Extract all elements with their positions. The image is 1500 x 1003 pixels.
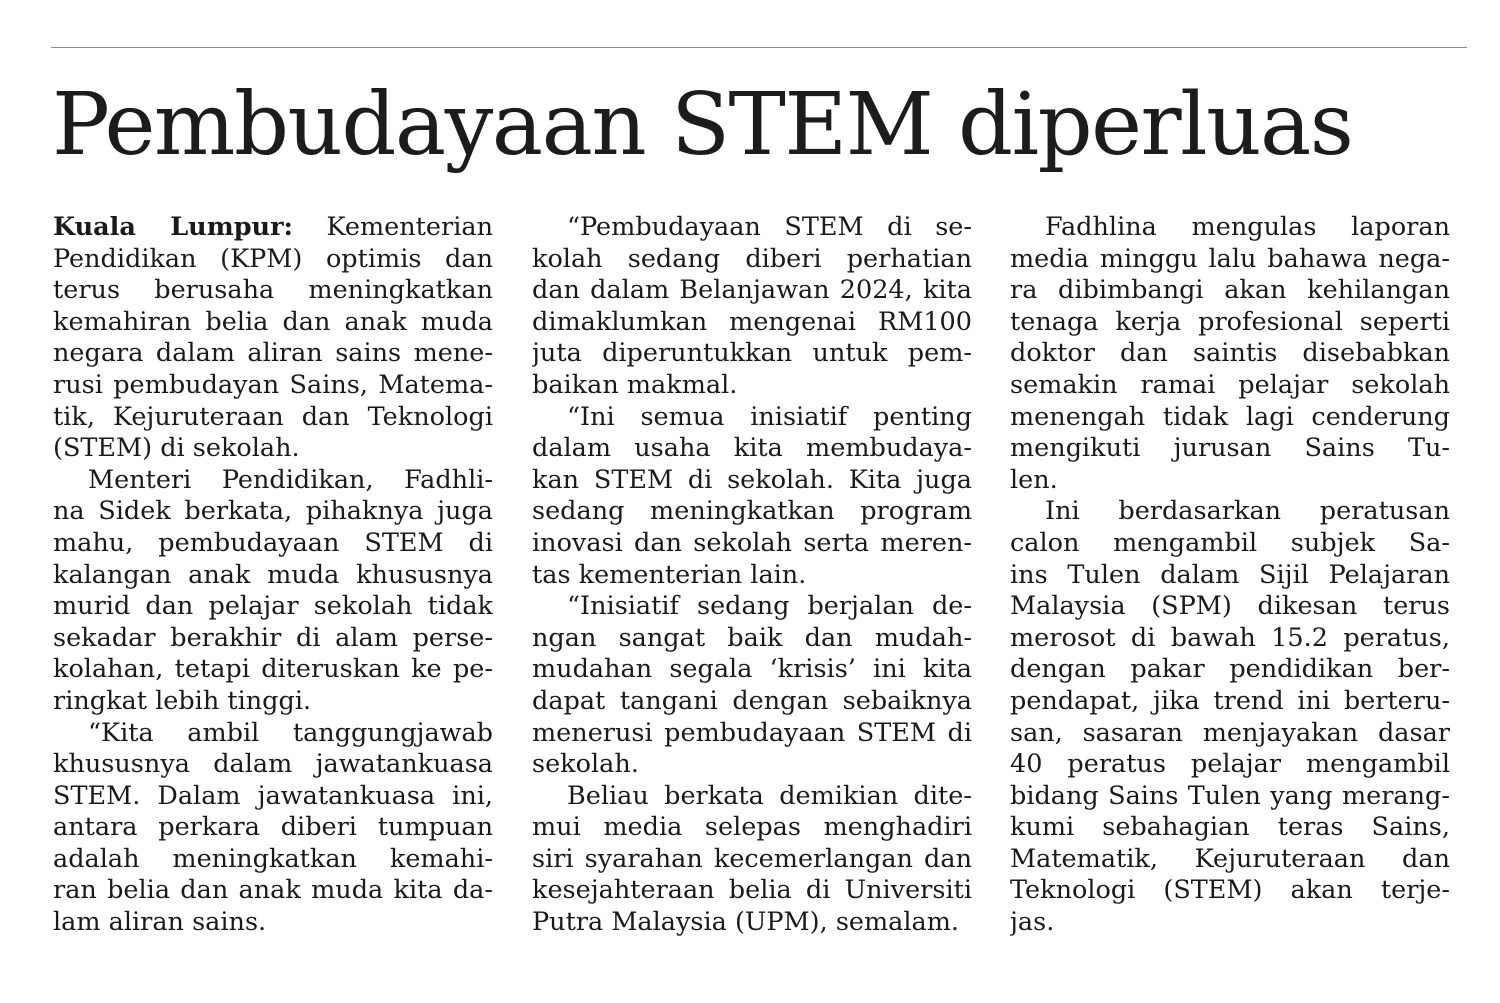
line-text: ins Tulen dalam Sijil Pelajaran <box>1010 559 1450 590</box>
line-text: dimaklumkan mengenai RM100 <box>532 306 972 337</box>
article-line <box>1010 338 1450 370</box>
line-text: Kementerian <box>292 212 493 242</box>
line-text: ngan sangat baik dan mudah- <box>532 622 972 653</box>
line-text: mui media selepas menghadiri <box>532 812 972 843</box>
article-line <box>53 338 493 370</box>
article-line <box>1010 623 1450 655</box>
article-line <box>1010 433 1450 465</box>
article-line <box>53 433 493 465</box>
line-text: Ini berdasarkan peratusan <box>1045 496 1450 527</box>
article-line <box>53 244 493 276</box>
line-text: len. <box>1010 464 1058 495</box>
article-line <box>1010 212 1450 244</box>
line-text: dalam usaha kita membudaya- <box>532 433 972 464</box>
article-line <box>532 528 972 560</box>
line-text: Pendidikan (KPM) optimis dan <box>53 243 493 274</box>
article-line <box>1010 560 1450 592</box>
article-line <box>53 623 493 655</box>
line-text: rusi pembudayan Sains, Matema- <box>53 369 493 400</box>
line-text: “Kita ambil tanggungjawab <box>88 717 493 748</box>
line-text: mengikuti jurusan Sains Tu- <box>1010 433 1450 464</box>
article-line <box>1010 402 1450 434</box>
line-text: menerusi pembudayaan STEM di <box>532 717 972 748</box>
article-line <box>532 560 972 592</box>
line-text: “Pembudayaan STEM di se- <box>567 212 972 242</box>
line-text: Fadhlina mengulas laporan <box>1045 212 1450 242</box>
article-line <box>53 907 493 939</box>
article-line <box>532 781 972 813</box>
line-text: Teknologi (STEM) akan terje- <box>1010 875 1450 906</box>
article-line <box>53 212 493 244</box>
line-text: khususnya dalam jawatankuasa <box>53 749 493 780</box>
line-text: kumi sebahagian teras Sains, <box>1010 812 1450 843</box>
line-text: jas. <box>1010 907 1055 938</box>
line-text: tenaga kerja profesional seperti <box>1010 306 1450 337</box>
line-text: doktor dan saintis disebabkan <box>1010 338 1450 369</box>
article-line <box>532 654 972 686</box>
line-text: tik, Kejuruteraan dan Teknologi <box>53 401 493 432</box>
line-text: semakin ramai pelajar sekolah <box>1010 369 1450 400</box>
article-line <box>1010 812 1450 844</box>
article-line <box>532 718 972 750</box>
line-text: antara perkara diberi tumpuan <box>53 812 493 843</box>
article-line <box>1010 275 1450 307</box>
line-text: siri syarahan kecemerlangan dan <box>532 843 972 874</box>
line-text: Putra Malaysia (UPM), semalam. <box>532 907 960 938</box>
line-text: Beliau berkata demikian dite- <box>567 780 972 811</box>
line-text: negara dalam aliran sains mene- <box>53 338 493 369</box>
line-text: media minggu lalu bahawa nega- <box>1010 243 1450 274</box>
article-line <box>1010 781 1450 813</box>
line-text: pendapat, jika trend ini berteru- <box>1010 685 1450 716</box>
line-text: ran belia dan anak muda kita da- <box>53 875 493 906</box>
line-text: tas kementerian lain. <box>532 559 807 590</box>
headline: Pembudayaan STEM diperluas <box>52 75 1353 175</box>
article-line <box>532 907 972 939</box>
article-line <box>1010 465 1450 497</box>
article-line <box>53 307 493 339</box>
article-line <box>532 338 972 370</box>
article-line <box>532 433 972 465</box>
article-line <box>532 875 972 907</box>
article-line <box>53 402 493 434</box>
line-text: sedang meningkatkan program <box>532 496 972 527</box>
line-text: kan STEM di sekolah. Kita juga <box>532 464 972 495</box>
article-line <box>532 812 972 844</box>
article-line <box>532 749 972 781</box>
line-text: ringkat lebih tinggi. <box>53 685 312 716</box>
article-line <box>1010 686 1450 718</box>
line-text: baikan makmal. <box>532 369 738 400</box>
article-line <box>53 465 493 497</box>
article-line <box>532 844 972 876</box>
line-text: STEM. Dalam jawatankuasa ini, <box>53 780 493 811</box>
line-text: ra dibimbangi akan kehilangan <box>1010 275 1450 306</box>
article-line <box>53 275 493 307</box>
article-line <box>1010 718 1450 750</box>
article-line <box>532 307 972 339</box>
article-line <box>53 844 493 876</box>
line-text: terus berusaha meningkatkan <box>53 275 493 306</box>
line-text: mudahan segala ‘krisis’ ini kita <box>532 654 972 685</box>
article-line <box>1010 244 1450 276</box>
line-text: adalah meningkatkan kemahi- <box>53 843 493 874</box>
line-text: kemahiran belia dan anak muda <box>53 306 493 337</box>
line-text: Menteri Pendidikan, Fadhli- <box>88 464 493 495</box>
line-text: mahu, pembudayaan STEM di <box>53 527 493 558</box>
article-column-2 <box>532 212 972 939</box>
article-line <box>532 591 972 623</box>
article-line <box>53 654 493 686</box>
article-line <box>53 370 493 402</box>
article-line <box>53 528 493 560</box>
article-line <box>532 465 972 497</box>
article-line <box>532 496 972 528</box>
article-line <box>532 370 972 402</box>
line-text: calon mengambil subjek Sa- <box>1010 527 1450 558</box>
article-line <box>532 244 972 276</box>
article-line <box>1010 370 1450 402</box>
article-line <box>1010 307 1450 339</box>
article-line <box>53 875 493 907</box>
line-text: Matematik, Kejuruteraan dan <box>1010 843 1450 874</box>
line-text: dan dalam Belanjawan 2024, kita <box>532 275 972 306</box>
line-text: merosot di bawah 15.2 peratus, <box>1010 622 1450 653</box>
line-text: “Ini semua inisiatif penting <box>567 401 972 432</box>
line-text: kesejahteraan belia di Universiti <box>532 875 972 906</box>
article-line <box>53 591 493 623</box>
article-line <box>1010 528 1450 560</box>
line-text: dengan pakar pendidikan ber- <box>1010 654 1450 685</box>
article-line <box>53 496 493 528</box>
line-text: kolah sedang diberi perhatian <box>532 243 972 274</box>
line-text: san, sasaran menjayakan dasar <box>1010 717 1450 748</box>
article-line <box>532 623 972 655</box>
line-text: bidang Sains Tulen yang merang- <box>1010 780 1450 811</box>
article-line <box>1010 907 1450 939</box>
line-text: (STEM) di sekolah. <box>53 433 300 464</box>
article-column-1 <box>53 212 493 939</box>
article-line <box>53 686 493 718</box>
article-line <box>1010 749 1450 781</box>
top-rule <box>51 47 1467 48</box>
line-text: “Inisiatif sedang berjalan de- <box>567 591 972 622</box>
article-line <box>53 781 493 813</box>
article-line <box>53 749 493 781</box>
article-line <box>1010 591 1450 623</box>
article-line <box>53 812 493 844</box>
line-text: Malaysia (SPM) dikesan terus <box>1010 591 1450 622</box>
line-text: menengah tidak lagi cenderung <box>1010 401 1450 432</box>
line-text: na Sidek berkata, pihaknya juga <box>53 496 493 527</box>
line-text: 40 peratus pelajar mengambil <box>1010 749 1450 780</box>
line-text: kalangan anak muda khususnya <box>53 559 493 590</box>
line-text: inovasi dan sekolah serta meren- <box>532 527 972 558</box>
article-line <box>1010 654 1450 686</box>
line-text: kolahan, tetapi diteruskan ke pe- <box>53 654 493 685</box>
line-text: sekolah. <box>532 749 639 780</box>
article-column-3 <box>1010 212 1450 939</box>
article-line <box>1010 875 1450 907</box>
dateline: Kuala Lumpur: <box>53 212 293 242</box>
article-line <box>53 718 493 750</box>
article-line <box>1010 844 1450 876</box>
article-line <box>532 212 972 244</box>
article-line <box>532 275 972 307</box>
article-line <box>532 686 972 718</box>
line-text: murid dan pelajar sekolah tidak <box>53 591 493 622</box>
line-text: juta diperuntukkan untuk pem- <box>532 338 972 369</box>
article-line <box>532 402 972 434</box>
article-line <box>53 560 493 592</box>
line-text: sekadar berakhir di alam perse- <box>53 622 493 653</box>
article-line <box>1010 496 1450 528</box>
line-text: dapat tangani dengan sebaiknya <box>532 685 972 716</box>
line-text: lam aliran sains. <box>53 907 267 938</box>
